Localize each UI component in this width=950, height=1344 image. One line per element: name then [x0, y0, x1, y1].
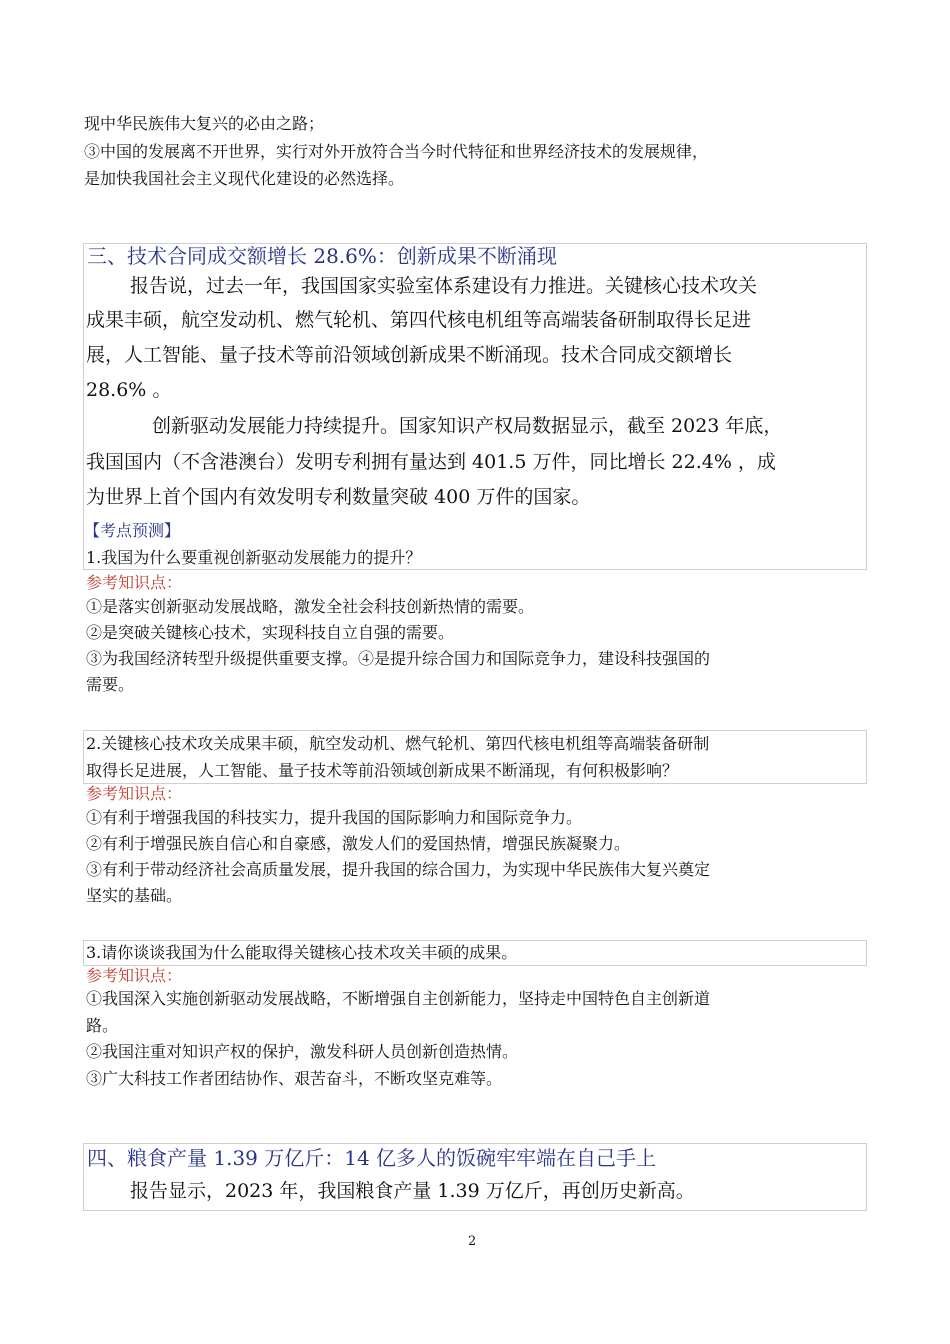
- question-3: 3.请你谈谈我国为什么能取得关键核心技术攻关丰硕的成果。: [86, 943, 518, 962]
- answer-line: ②有利于增强民族自信心和自豪感，激发人们的爱国热情，增强民族凝聚力。: [86, 834, 631, 853]
- body-line: ③中国的发展离不开世界，实行对外开放符合当今时代特征和世界经济技术的发展规律，: [84, 142, 709, 161]
- paragraph-line: 报告说，过去一年，我国国家实验室体系建设有力推进。关键核心技术攻关: [130, 275, 758, 297]
- answer-line: ②我国注重对知识产权的保护，激发科研人员创新创造热情。: [86, 1042, 519, 1061]
- answer-line: ③有利于带动经济社会高质量发展，提升我国的综合国力，为实现中华民族伟大复兴奠定: [86, 860, 711, 879]
- paragraph-line: 我国国内（不含港澳台）发明专利拥有量达到 401.5 万件，同比增长 22.4% ，成: [86, 451, 776, 473]
- reference-label: 参考知识点：: [86, 966, 183, 985]
- reference-label: 参考知识点：: [86, 573, 183, 592]
- answer-line: ①是落实创新驱动发展战略，激发全社会科技创新热情的需要。: [86, 597, 535, 616]
- paragraph-line: 创新驱动发展能力持续提升。国家知识产权局数据显示，截至 2023 年底，: [152, 415, 783, 437]
- paragraph-line: 28.6% 。: [86, 379, 172, 401]
- answer-line: ①有利于增强我国的科技实力，提升我国的国际影响力和国际竞争力。: [86, 808, 583, 827]
- question-1: 1.我国为什么要重视创新驱动发展能力的提升？: [86, 548, 422, 567]
- answer-line: 坚实的基础。: [86, 886, 183, 905]
- paragraph-line: 报告显示，2023 年，我国粮食产量 1.39 万亿斤，再创历史新高。: [130, 1180, 695, 1202]
- body-line: 现中华民族伟大复兴的必由之路；: [84, 114, 325, 133]
- paragraph-line: 为世界上首个国内有效发明专利数量突破 400 万件的国家。: [86, 486, 591, 508]
- question-2: 2.关键核心技术攻关成果丰硕，航空发动机、燃气轮机、第四代核电机组等高端装备研制: [86, 734, 710, 753]
- answer-line: ③为我国经济转型升级提供重要支撑。④是提升综合国力和国际竞争力，建设科技强国的: [86, 649, 711, 668]
- answer-line: ③广大科技工作者团结协作、艰苦奋斗，不断攻坚克难等。: [86, 1069, 503, 1088]
- answer-line: 需要。: [86, 675, 135, 694]
- paragraph-line: 成果丰硕，航空发动机、燃气轮机、第四代核电机组等高端装备研制取得长足进: [86, 309, 752, 331]
- page-number: 2: [468, 1234, 477, 1249]
- section-heading: 四、粮食产量 1.39 万亿斤：14 亿多人的饭碗牢牢端在自己手上: [87, 1146, 657, 1170]
- forecast-label: 【考点预测】: [84, 521, 181, 540]
- answer-line: ②是突破关键核心技术，实现科技自立自强的需要。: [86, 623, 455, 642]
- reference-label: 参考知识点：: [86, 784, 183, 803]
- section-heading: 三、技术合同成交额增长 28.6%：创新成果不断涌现: [87, 244, 557, 268]
- answer-line: ①我国深入实施创新驱动发展战略，不断增强自主创新能力，坚持走中国特色自主创新道: [86, 989, 711, 1008]
- answer-line: 路。: [86, 1016, 119, 1035]
- body-line: 是加快我国社会主义现代化建设的必然选择。: [84, 169, 405, 188]
- question-2: 取得长足进展，人工智能、量子技术等前沿领域创新成果不断涌现，有何积极影响？: [86, 761, 679, 780]
- paragraph-line: 展，人工智能、量子技术等前沿领域创新成果不断涌现。技术合同成交额增长: [86, 344, 733, 366]
